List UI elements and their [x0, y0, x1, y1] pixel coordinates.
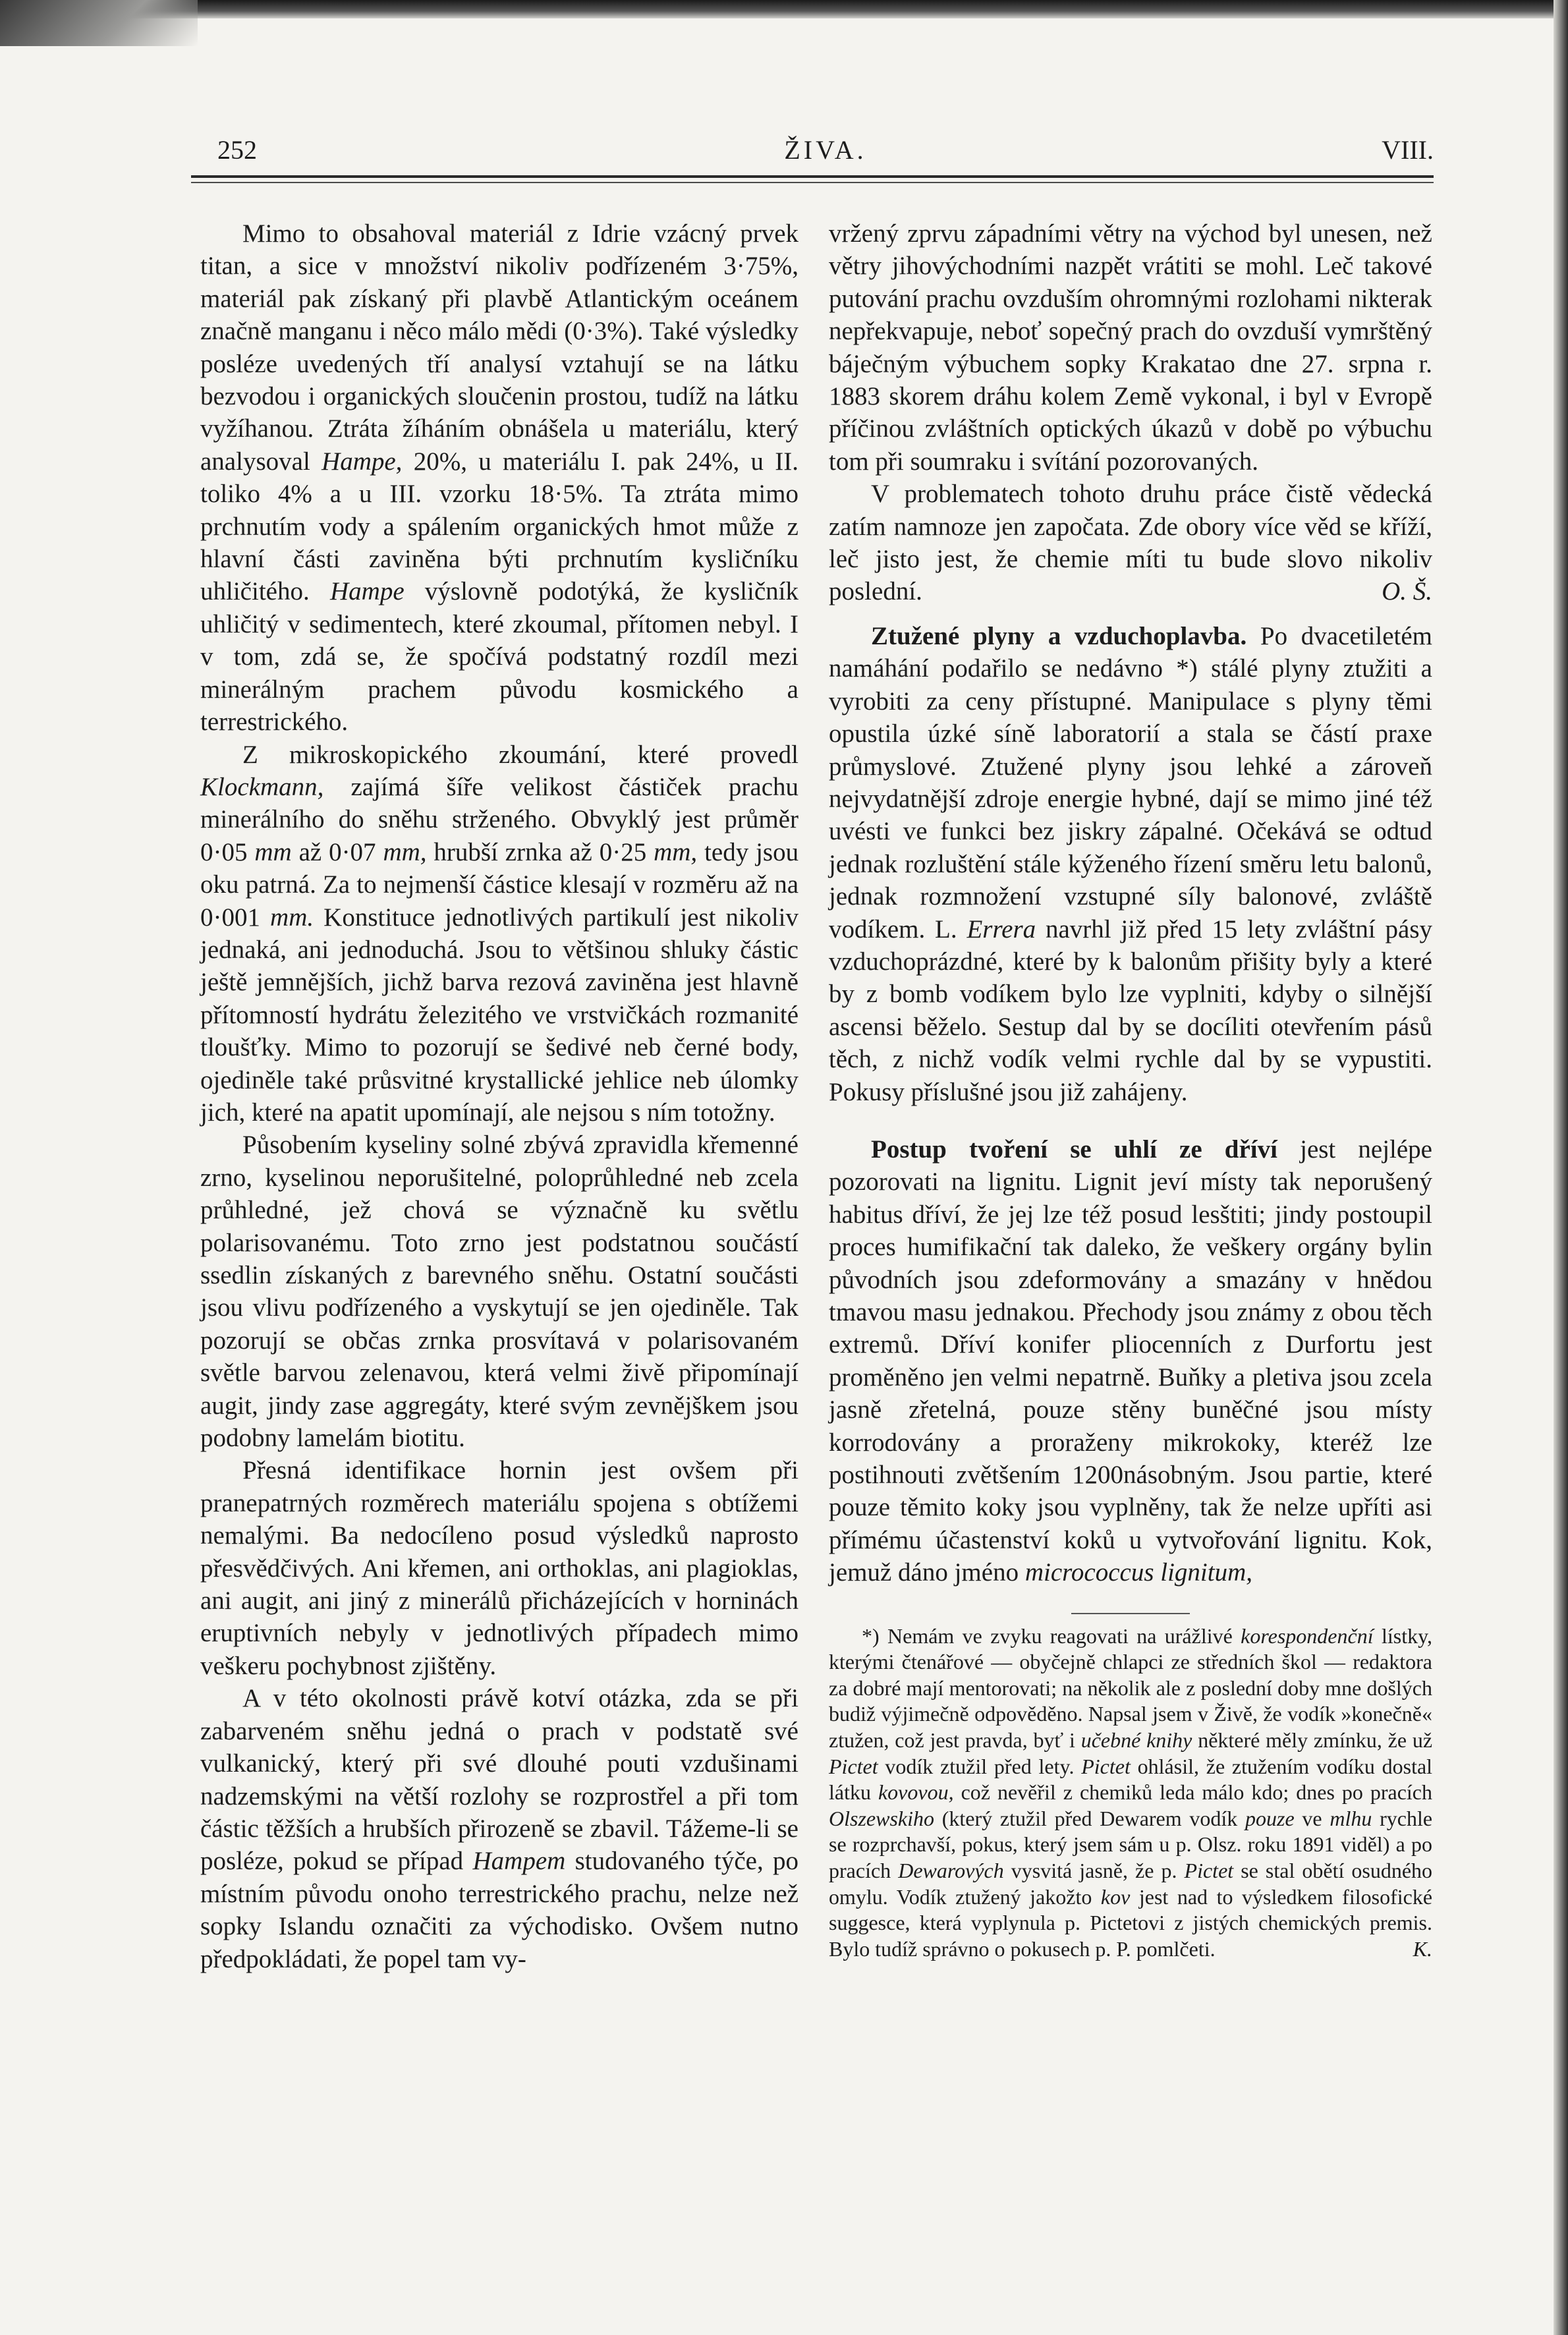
footnote-text [829, 1623, 1432, 1963]
scan-edge-right [1554, 0, 1568, 2335]
right-column [829, 217, 1432, 1962]
text: některé měly zmínku, že už [1198, 1728, 1433, 1753]
text: hrubší zrnka až 0·25 [434, 837, 647, 866]
paragraph-coal-formation [829, 1133, 1432, 1589]
left-column [200, 217, 798, 1975]
author-signature: O. Š. [1382, 577, 1432, 606]
paragraph-liquefied-gases [829, 620, 1432, 1108]
emphasis: kov [1100, 1884, 1131, 1909]
text: (který ztužil před Dewarem vodík [941, 1806, 1238, 1830]
text: A v této okolnosti právě kotví otázka, zda se při zabarveném sněhu jedná o prach v podstatě své vulkanický, který při své dlouhé pouti vzdušinami nadzemskými na větší rozlohy se rozprostřel a při tom částic těžších a hrubších přirozeně se zbavil. Tážeme-li se posléze, pokud se případ [200, 1684, 798, 1876]
author-name: Olszewskiho [829, 1806, 934, 1830]
text: navrhl již před 15 lety zvláštní pásy vzduchoprázdné, které by k balonům přišity byly a které by z bomb vodíkem bylo lze vyplniti, kdyby o silnější ascensi běželo. Sestup dal by se docíliti otevřením pásů těch, z nichž vodík velmi rychle dal by se vypustiti. Pokusy příslušné jsou již zahájeny. [829, 914, 1433, 1106]
text: rychle se rozprchavší, pokus, který jsem sám u p. Olsz. roku 1891 viděl) a po pracích [829, 1806, 1433, 1882]
text: Konstituce jednotlivých partikulí jest nikoliv jednaká, ani jednoduchá. Jsou to většinou shluky částic ještě jemnějších, jichž barva rezová zaviněna jest hlavně přítomností hydrátu železitého ve vrstvičkách rozmanité tloušťky. Mimo to pozorují se šedivé neb černé body, ojediněle také průsvitné krystallické jehlice neb úlomky jich, které na apatit upomínají, ale nejsou s ním totožny. [200, 903, 799, 1127]
author-signature: K. [1413, 1936, 1432, 1961]
text: až 0·07 [298, 837, 376, 866]
author-name: Hampe [329, 577, 405, 606]
scan-edge-top [0, 0, 1568, 18]
header-rule-thick [191, 175, 1434, 178]
paragraph-identification: Přesná identifikace hornin jest ovšem při pranepatrných rozměrech materiálu spojena s obtížemi nemalými. Ba nedocíleno posud výsledků naprosto přesvědčivých. Ani křemen, ani orthoklas, ani plagioklas, ani augit, ani jiný z minerálů přicházejících v horninách eruptivních nebyly v jednotlivých případech mimo veškeru pochybnost zjištěny. [200, 1456, 798, 1680]
running-header [217, 134, 1434, 174]
text: 20%, u materiálu I. pak 24%, u II. toliko 4% a u III. vzorku 18·5%. Ta ztráta mimo prchnutím vody a spálením organických hmot může z hlavní části zaviněna býti prchnutím kysličníku uhličitého. [200, 447, 799, 606]
paragraph-problems [829, 478, 1432, 608]
paragraph-microscopy [200, 739, 798, 1129]
scan-corner [0, 0, 198, 46]
species-name: micrococcus lignitum, [1024, 1558, 1252, 1587]
text: zajímá šíře velikost částiček prachu minerálního do sněhu strženého. Obvyklý jest průměr 0·05 [200, 772, 799, 866]
text: vysvitá jasně, že p. [1011, 1859, 1177, 1882]
text: jest nad to výsledkem filosofické suggesce, která vyplynula p. Pictetovi z jistých chemických premis. Bylo tudíž správno o pokusech p. P. pomlčeti. [829, 1884, 1433, 1961]
footnote [829, 1613, 1432, 1963]
author-name: Hampem [472, 1847, 566, 1876]
emphasis: učebné knihy [1080, 1728, 1192, 1753]
section-title: Postup tvoření se uhlí ze dříví [871, 1135, 1277, 1164]
text: vodík ztužil před lety. [885, 1754, 1075, 1778]
text: Z mikroskopického zkoumání, které provedl [242, 740, 798, 769]
volume-number: VIII. [1382, 135, 1434, 165]
text: ve [1302, 1806, 1322, 1830]
text: lístky, kterými čtenářové — obyčejně chlapci ze středních škol — redaktora za dobré mají mentorovati; na několik ale z poslední doby mne došlých budiž výjimečně odpověděno. Napsal jsem v Živě, že vodík »konečně« ztužen, což jest pravda, byť i [829, 1623, 1432, 1753]
text: což nevěřil z chemiků leda málo kdo; dnes po pracích [961, 1780, 1433, 1805]
unit: mm, [383, 837, 427, 866]
author-name: Hampe, [322, 447, 403, 476]
section-title: Ztužené plyny a vzduchoplavba. [871, 621, 1247, 650]
text: se stal obětí osudného omylu. Vodík ztužený jakožto [829, 1859, 1433, 1909]
emphasis: kovovou, [878, 1780, 954, 1805]
unit: mm, [654, 837, 698, 866]
text: výslovně podotýká, že kysličník uhličitý v sedimentech, které zkoumal, přítomen nebyl. I v tom, zdá se, že spočívá podstatný rozdíl mezi minerálným prachem původu kosmického a terrestrického. [200, 577, 799, 737]
author-name: Pictet [1184, 1859, 1234, 1882]
unit: mm. [270, 903, 314, 932]
emphasis: mlhu [1330, 1806, 1372, 1830]
text: jest nejlépe pozorovati na lignitu. Lignit jeví místy tak neporušený habitus dříví, že jej lze též posud lesštiti; jindy postoupil proces humifikační tak daleko, že veškery orgány bylin původních jsou zdeformovány a smazány v hnědou tmavou masu jednakou. Přechody jsou známy z obou těch extremů. Dříví konifer pliocenních z Durfortu jest proměněno jen velmi nepatrně. Buňky a pletiva jsou zcela jasně zřetelná, pouze stěny buněčné jsou místy korrodovány a proraženy mikrokoky, kteréž lze postihnouti zvětšením 1200násobným. Jsou partie, které pouze těmito koky jsou vyplněny, tak že nelze upříti asi přímému účastenství koků u vytvořování lignitu. Kok, jemuž dáno jméno [829, 1135, 1432, 1587]
journal-title: ŽIVA. [784, 135, 867, 165]
text: tedy jsou oku patrná. Za to nejmenší částice klesají v rozměru až na 0·001 [200, 837, 799, 932]
author-name: Errera [966, 914, 1036, 943]
text: ohlásil, že ztužením vodíku dostal látku [829, 1754, 1433, 1805]
footnote-rule [1071, 1613, 1190, 1614]
header-rule-thin [191, 182, 1434, 183]
page-number: 252 [217, 135, 257, 165]
paragraph-krakatao: vržený zprvu západními větry na východ byl unesen, než větry jihovýchodními nazpět vrátiti se mohl. Leč takové putování prachu ovzduším ohromnými rozlohami nikterak nepřekvapuje, neboť sopečný prach do ovzduší vymrštěný báječným výbuchem sopky Krakatao dne 27. srpna r. 1883 skorem dráhu kolem Země vykonal, i byl v Evropě příčinou zvláštních optických úkazů v době po výbuchu tom při soumraku i svítání pozorovaných. [829, 219, 1432, 476]
text: Mimo to obsahoval materiál z Idrie vzácný prvek titan, a sice v množství nikoliv podřízeném 3·75%, materiál pak získaný při plavbě Atlantickým oceánem značně manganu i něco málo mědi (0·3%). Také výsledky posléze uvedených tří analysí vztahují se na látku bezvodou i organických sloučenin prostou, tudíž na látku vyžíhanou. Ztráta žíháním obnášela u materiálu, který analysoval [200, 219, 798, 476]
text: studovaného týče, po místním původu onoho terrestrického prachu, nelze než sopky Islandu označiti za východisko. Ovšem nutno předpokládati, že popel tam vy- [200, 1847, 799, 1973]
author-name: Klockmann, [200, 772, 324, 801]
author-name: Pictet [829, 1754, 878, 1778]
unit: mm [254, 837, 292, 866]
text: V problematech tohoto druhu práce čistě vědecká zatím namnoze jen započata. Zde obory více věd se kříží, leč jisto jest, že chemie míti tu bude slovo nikoliv poslední. [829, 480, 1432, 606]
text: *) Nemám ve zvyku reagovati na urážlivé [862, 1623, 1233, 1648]
emphasis: korespondenční [1241, 1623, 1374, 1648]
author-name: Pictet [1081, 1754, 1131, 1778]
paragraph-titan-analysis [200, 217, 798, 739]
emphasis: pouze [1245, 1806, 1295, 1830]
text: Po dvacetiletém namáhání podařilo se nedávno *) stálé plyny ztužiti a vyrobiti za ceny přístupné. Manipulace s plyny těmi opustila úzké síně laboratorií a stala se částí praxe průmyslové. Ztužené plyny jsou lehké a zároveň nejvydatnější zdroje energie hybné, dají se mimo jiné též uvésti ve funkci bez jiskry zápalné. Očekává se odtud jednak rozluštění stále kýženého řízení směru letu balonů, jednak rozmnožení vzstupné síly balonové, zvláště vodíkem. L. [829, 621, 1433, 943]
paragraph-volcanic-origin [200, 1682, 798, 1975]
author-name: Dewarových [898, 1859, 1004, 1882]
paragraph-hydrochloric-acid: Působením kyseliny solné zbývá zpravidla křemenné zrno, kyselinou neporušitelné, poloprůhledné neb zcela průhledné, jež chová se význačně ku světlu polarisovanému. Toto zrno jest podstatnou součástí ssedlin získaných z barevného sněhu. Ostatní součásti jsou vlivu podřízeného a vyskytují se jen ojediněle. Tak pozorují se občas zrnka prosvítavá v polarisovaném světle barvou zelenavou, která velmi živě připomínají augit, jindy zase aggregáty, které svým zevnějškem jsou podobny lamelám biotitu. [200, 1131, 798, 1453]
